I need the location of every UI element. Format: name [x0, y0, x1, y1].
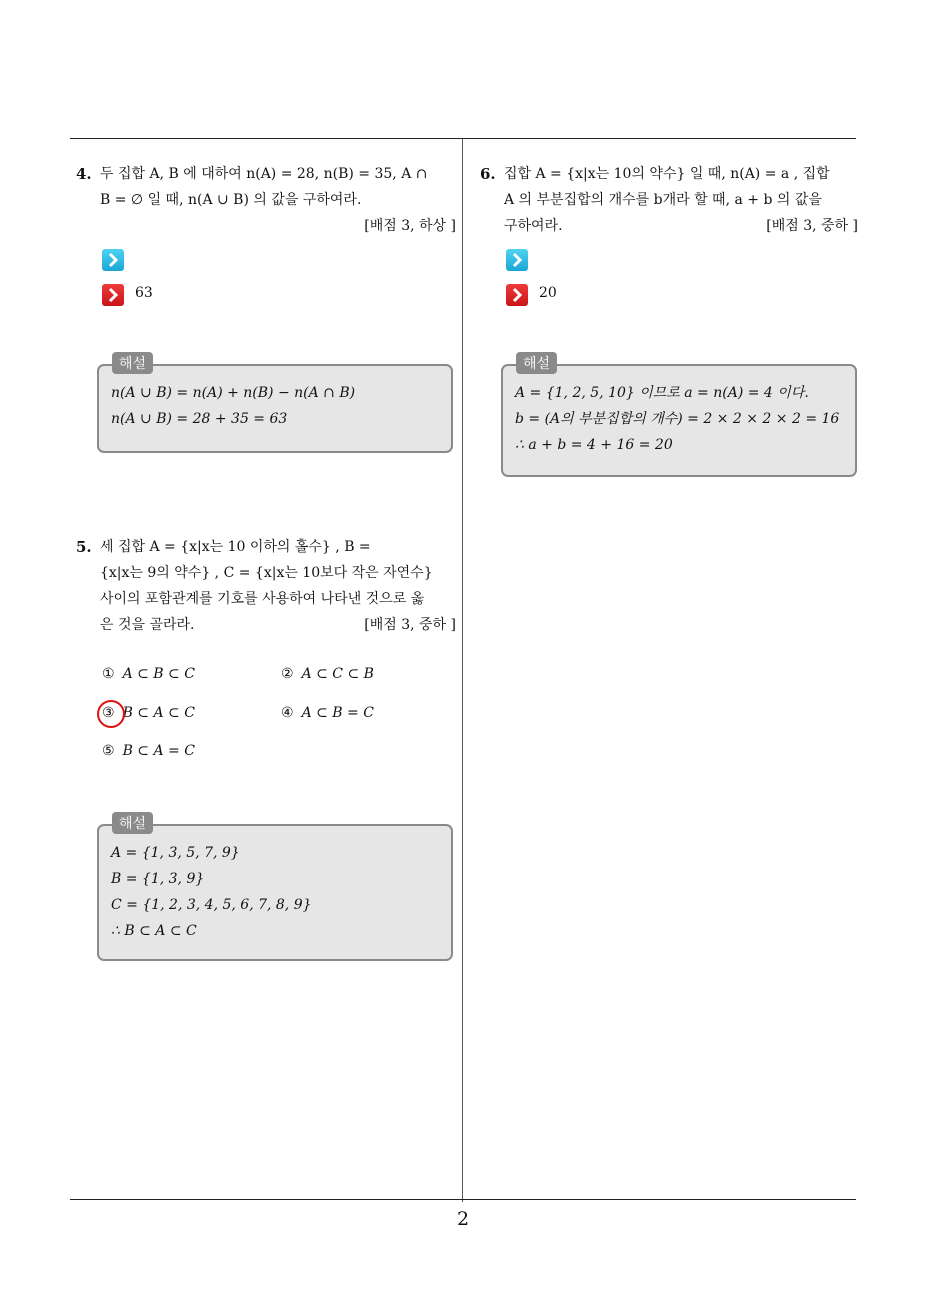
page-number: 2: [456, 1208, 470, 1230]
hint-chevron-right-icon[interactable]: [506, 249, 528, 271]
choice-mark: ③: [102, 705, 115, 721]
choice-text: B ⊂ A = C: [122, 743, 195, 759]
solution-line: B = {1, 3, 9}: [111, 871, 205, 887]
header-rule: [70, 138, 856, 139]
solution-line: n(A ∪ B) = 28 + 35 = 63: [111, 411, 288, 427]
choice-text: A ⊂ C ⊂ B: [301, 666, 374, 682]
choice-mark: ①: [102, 666, 115, 682]
question-number: 4.: [76, 165, 92, 183]
solution-line: ∴ B ⊂ A ⊂ C: [111, 923, 197, 939]
question-text-line: A 의 부분집합의 개수를 b개라 할 때, a + b 의 값을: [504, 192, 822, 208]
solution-tag: 해설: [112, 352, 153, 374]
question-text-line: 집합 A = {x|x는 10의 약수} 일 때, n(A) = a , 집합: [504, 166, 830, 182]
choice-text: B ⊂ A ⊂ C: [122, 705, 195, 721]
choice-mark: ②: [281, 666, 294, 682]
choice-4[interactable]: [281, 705, 374, 721]
question-6: [480, 161, 858, 239]
choice-mark: ⑤: [102, 743, 115, 759]
score-meta: [배점 3, 하상 ]: [364, 218, 456, 234]
question-text-line: 사이의 포함관계를 기호를 사용하여 나타낸 것으로 옳: [100, 591, 425, 607]
footer-rule: [70, 1199, 856, 1200]
selected-answer-circle: [97, 700, 125, 728]
solution-tag: 해설: [112, 812, 153, 834]
solution-box: [97, 824, 453, 961]
question-5: [76, 534, 456, 638]
question-4: [76, 161, 456, 239]
choice-mark: ④: [281, 705, 294, 721]
hint-chevron-right-icon[interactable]: [102, 249, 124, 271]
question-text-line: B = ∅ 일 때, n(A ∪ B) 의 값을 구하여라.: [100, 192, 362, 208]
score-meta: [배점 3, 중하 ]: [364, 617, 456, 633]
solution-box: [97, 364, 453, 453]
solution-tag: 해설: [516, 352, 557, 374]
choice-5[interactable]: [102, 743, 195, 759]
choice-text: A ⊂ B ⊂ C: [122, 666, 195, 682]
answer-value: 63: [135, 285, 153, 301]
question-text-line: 세 집합 A = {x|x는 10 이하의 홀수} , B =: [100, 539, 371, 555]
answer-chevron-right-icon[interactable]: [102, 284, 124, 306]
solution-line: ∴ a + b = 4 + 16 = 20: [515, 437, 673, 453]
question-text-line: 구하여라.: [504, 218, 563, 234]
answer-value: 20: [539, 285, 557, 301]
column-divider: [462, 139, 463, 1202]
score-meta: [배점 3, 중하 ]: [766, 218, 858, 234]
solution-line: n(A ∪ B) = n(A) + n(B) − n(A ∩ B): [111, 385, 356, 401]
solution-box: [501, 364, 857, 477]
answer-chevron-right-icon[interactable]: [506, 284, 528, 306]
choice-1[interactable]: [102, 666, 195, 682]
question-number: 5.: [76, 538, 92, 556]
question-number: 6.: [480, 165, 496, 183]
question-text-line: {x|x는 9의 약수} , C = {x|x는 10보다 작은 자연수}: [100, 565, 433, 581]
question-text-line: 두 집합 A, B 에 대하여 n(A) = 28, n(B) = 35, A ∩: [100, 166, 428, 182]
solution-line: A = {1, 3, 5, 7, 9}: [111, 845, 240, 861]
solution-line: A = {1, 2, 5, 10} 이므로 a = n(A) = 4 이다.: [515, 385, 809, 401]
choice-text: A ⊂ B = C: [301, 705, 374, 721]
question-text-line: 은 것을 골라라.: [100, 617, 195, 633]
solution-line: C = {1, 2, 3, 4, 5, 6, 7, 8, 9}: [111, 897, 312, 913]
solution-line: b = (A의 부분집합의 개수) = 2 × 2 × 2 × 2 = 16: [515, 411, 840, 427]
choice-2[interactable]: [281, 666, 374, 682]
